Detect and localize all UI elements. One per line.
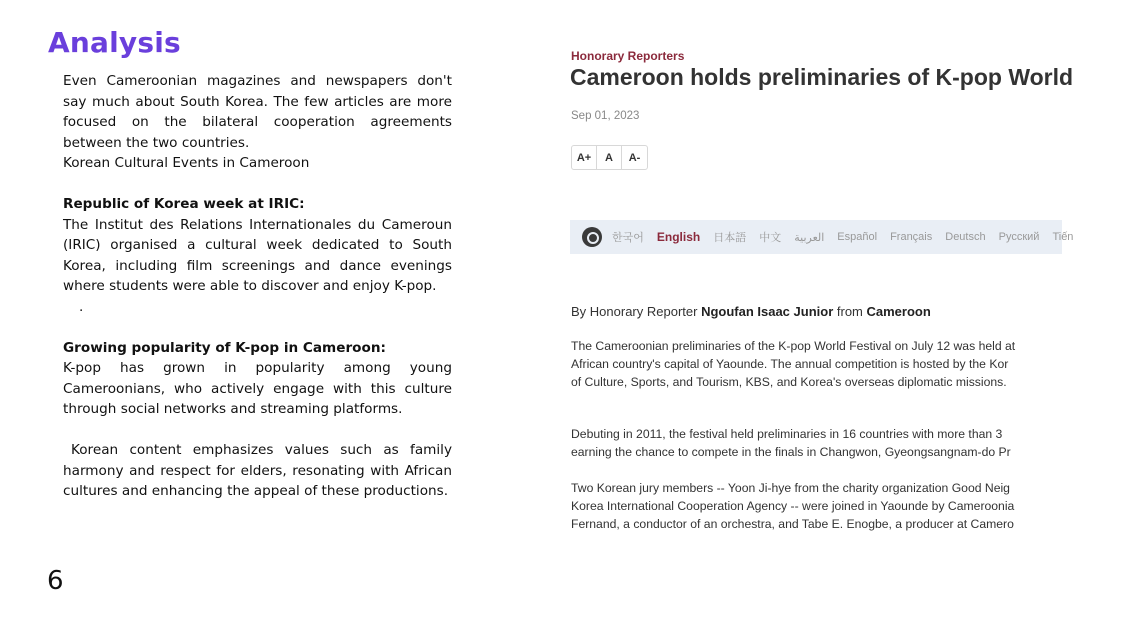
lang-english[interactable]: English — [656, 230, 701, 244]
article-date: Sep 01, 2023 — [571, 110, 640, 122]
lang-chinese[interactable]: 中文 — [759, 232, 782, 244]
article-line: African country's capital of Yaounde. The annual competition is hosted by the Kor — [571, 357, 1009, 371]
lang-arabic[interactable]: العربية — [794, 231, 825, 244]
byline-prefix: By Honorary Reporter — [571, 304, 702, 319]
article-line: The Cameroonian preliminaries of the K-pop World Festival on July 12 was held at — [571, 339, 1016, 353]
heading-kpop-popularity: Growing popularity of K-pop in Cameroon: — [63, 339, 386, 356]
paragraph-iric: The Institut des Relations Internationales du Cameroun (IRIC) organised a cultural week dedicated to South Korea, including film screenings and dance evenings where students were able to discover and enjoy K-pop. — [63, 216, 452, 294]
lang-russian[interactable]: Русский — [998, 231, 1040, 243]
lang-german[interactable]: Deutsch — [945, 231, 986, 243]
heading-korea-week: Republic of Korea week at IRIC: — [63, 196, 305, 212]
lang-japanese[interactable]: 日本語 — [713, 232, 747, 244]
article-paragraph-1 — [571, 337, 1015, 391]
article-line: of Culture, Sports, and Tourism, KBS, and Korea's overseas diplomatic missions. — [571, 375, 1007, 389]
paragraph-dot: . — [79, 298, 84, 315]
article-line: Fernand, a conductor of an orchestra, and Tabe E. Enogbe, a producer at Camero — [571, 517, 1014, 531]
globe-icon — [582, 227, 602, 247]
slide-title: Analysis — [48, 26, 181, 59]
font-reset-button[interactable]: A — [597, 146, 622, 169]
font-increase-button[interactable]: A+ — [572, 146, 597, 169]
font-size-controls — [571, 145, 648, 170]
article-paragraph-2 — [571, 425, 1011, 461]
lang-spanish[interactable]: Español — [837, 231, 878, 243]
lang-korean[interactable]: 한국어 — [612, 232, 644, 244]
article-line: Two Korean jury members -- Yoon Ji-hye from the charity organization Good Neig — [571, 481, 1010, 495]
article-line: Debuting in 2011, the festival held preliminaries in 16 countries with more than 3 — [571, 427, 1003, 441]
lang-french[interactable]: Français — [890, 231, 933, 243]
article-line: earning the chance to compete in the finals in Changwon, Gyeongsangnam-do Pr — [571, 445, 1011, 459]
article-byline — [571, 304, 931, 319]
lang-vietnamese[interactable]: Tiến — [1052, 231, 1074, 243]
analysis-body — [63, 71, 452, 502]
article-paragraph-3 — [571, 479, 1014, 533]
byline-from: from — [833, 304, 867, 319]
paragraph-values: Korean content emphasizes values such as family harmony and respect for elders, resonating with African cultures and enhancing the appeal of these productions. — [63, 442, 452, 499]
article-headline: Cameroon holds preliminaries of K-pop World — [570, 64, 1074, 90]
paragraph-intro: Even Cameroonian magazines and newspapers don't say much about South Korea. The few articles are more focused on the bilateral cooperation agreements between the two countries. — [63, 73, 452, 151]
paragraph-kpop: K-pop has grown in popularity among young Cameroonians, who actively engage with this culture through social networks and streaming platforms. — [63, 360, 452, 417]
paragraph-events-heading: Korean Cultural Events in Cameroon — [63, 155, 310, 171]
article-screenshot — [570, 40, 1074, 540]
byline-reporter: Ngoufan Isaac Junior — [701, 304, 834, 319]
page-number: 6 — [47, 566, 64, 596]
language-bar — [570, 220, 1074, 254]
byline-place: Cameroon — [866, 304, 931, 319]
article-kicker[interactable]: Honorary Reporters — [571, 49, 685, 63]
font-decrease-button[interactable]: A- — [628, 151, 641, 164]
article-line: Korea International Cooperation Agency -- were joined in Yaounde by Cameroonia — [571, 499, 1015, 513]
